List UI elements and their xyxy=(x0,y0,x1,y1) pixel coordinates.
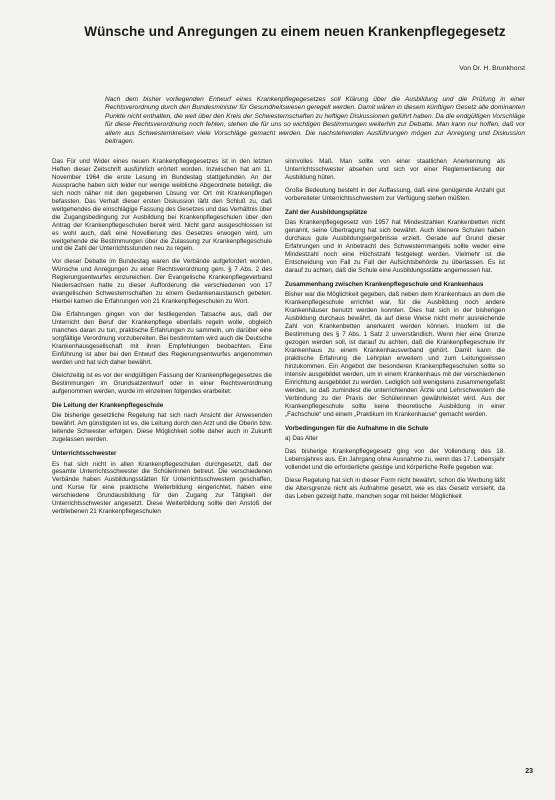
author-line: Von Dr. H. Brunkhorst xyxy=(459,65,525,72)
body-paragraph: Gleichzeitig ist es vor der endgültigen Fassung der Krankenpflegegesetzes die Bestimmungen im Grundsatzentwurf oder in einer Rechtsverordnung aufgenommen werden, wurde im einzelnen folgendes erarbeitet: xyxy=(52,371,272,395)
body-paragraph: Vor dieser Debatte im Bundestag waren die Verbände aufgefordert worden, Wünsche und Anregungen zu einer Rechtsverordnung gem. § 7 Abs. 2 des Regierungsentwurfes einzureichen. Der Evangelische Krankenpflegeverband Niedersachsen hatte zu dieser Aufforderung die verschiedenen von 17 evangelischen Schwesternschaften zu einem Gedankenaustausch gebeten. Hierbei kamen die Erfahrungen von 21 Krankenpflegeschulen zu Wort. xyxy=(52,258,272,306)
article-title: Wünsche und Anregungen zu einem neuen Krankenpflegegesetz xyxy=(84,24,506,39)
right-column xyxy=(285,158,505,506)
intro-paragraph: Nach dem bisher vorliegenden Entwurf eines Krankenpflegegesetzes soll Klärung über die Ausbildung und die Prüfung in einer Rechtsverordnung durch den Bundesminister für Gesundheitswesen geregelt werden. Damit wären in diesem künftigen Gesetz alle dominanten Punkte nicht enthalten, die weit über den Kreis der Schwesternschaften zu heftigen Diskussionen geführt haben. Da die endgültigen Vorschläge für diese Rechtsverordnung noch fehlen, stehen die für uns so wichtigen Bestimmungen weiterhin zur Debatte. Man kann nur hoffen, daß vor allem aus Schwesternkreisen viele Vorschläge gemacht werden. Die nachstehenden Ausführungen mögen zur Anregung und Diskussion beitragen. xyxy=(105,96,525,146)
body-paragraph: Es hat sich nicht in allen Krankenpflegeschulen durchgesetzt, daß der gesamte Unterrichtsschwester die Schülerinnen betreut. Die verschiedenen Verbände haben Ausbildungsstätten für Unterrichtsschwestern geschaffen, und Kurse für eine praktische Weiterbildung eingerichtet, haben eine verschiedene Grundausbildung für den Zugang zur Tätigkeit der Unterrichtsschwester angesetzt. Diese Weiterbildung sollte den Anstoß der verbliebenen 21 Krankenpflegeschulen xyxy=(52,460,272,516)
body-paragraph: Große Bedeutung besteht in der Auffassung, daß eine genügende Anzahl gut vorbereiteter Unterrichtsschwestern zur Verfügung stehen müßten. xyxy=(285,186,505,202)
body-paragraph: Das bisherige Krankenpflegegesetz ging von der Vollendung des 18. Lebensjahres aus. Ein Jahrgang ohne Ausnahme zu, wenn das 17. Lebensjahr vollendet und die erforderliche geistige und körperliche Reife gegeben war. xyxy=(285,448,505,472)
section-heading: Zusammenhang zwischen Krankenpflegeschule und Krankenhaus xyxy=(285,280,484,288)
body-paragraph: Die bisherige gesetzliche Regelung hat sich nach Ansicht der Anwesenden bewährt. Am günstigsten ist es, die Leitung durch den Arzt und die Oberin bzw. leitende Schwester erfolgen. Diese Möglichkeit sollte daher auch in Zukunft zugelassen werden. xyxy=(52,412,272,444)
page-number: 23 xyxy=(525,768,533,775)
body-paragraph: Das Krankenpflegegesetz von 1957 hat Mindestzahlen Krankenbetten nicht genannt, seine Übertragung hat sich bewährt. Auch kleinere Schulen haben durchaus gute Ausbildungsergebnisse erzielt. Gerade auf Grund dieser Erfahrungen und in Anbetracht des Schwesternmangels sollte weder eine Mindestzahl noch eine Höchstzahl festgelegt werden. Vielmehr ist die Entscheidung von Fall zu Fall der Aufsichtsbehörde zu überlassen. Es ist darauf zu achten, daß die Schule eine Ausbildungsstätte angemessen hat. xyxy=(285,219,505,274)
left-column xyxy=(52,158,272,521)
section-heading: Die Leitung der Krankenpflegeschule xyxy=(52,401,164,409)
section-heading: Vorbedingungen für die Aufnahme in die Schule xyxy=(285,424,429,432)
section-heading: Zahl der Ausbildungsplätze xyxy=(285,208,367,216)
body-paragraph: Das Für und Wider eines neuen Krankenpflegegesetzes ist in den letzten Heften dieser Zeitschrift ausführlich erörtert worden. Inzwischen hat am 11. November 1964 die erste Lesung im Bundestag stattgefunden. An der Aussprache haben sich leider nur wenige weibliche Abgeordnete beteiligt, die sich noch näher mit den gegebenen Lösung vor Ort mit Krankenpflegen befassten. Das Verhalt dieser ersten Diskussion läßt den Schluß zu, daß weitgehendes die einschlägige Fassung des Gesetzes und das Verhältnis über die Zugangsbedingung zur Ausbildung bei Krankenpflegeschulen über den Antrag der Krankenpflegeschulen bereit wird. Nicht ganz ausgeschlossen ist es wohl auch, daß eine Novellierung des Gesetzes erwogen wird, um weitgehende die Bestimmungen über die Zulassung zur Krankenpflegeschule und die Zahl der Unterrichtsstunden neu zu regeln. xyxy=(52,158,272,253)
body-paragraph: Bisher war die Möglichkeit gegeben, daß neben dem Krankenhaus an dem die Krankenpflegeschule errichtet war, für die Ausbildung noch andere Krankenhäuser benutzt werden konnten. Dies hat sich in der bisherigen Ausbildung durchaus bewährt, da auf diese Weise nicht mehr ausreichende Zahl von Krankenbetten anerkannt werden können. Insofern ist die Bestimmung des § 7 Abs. 1 Satz 2 unverständlich. Wenn hier eine Grenze gezogen werden soll, ist darauf zu achten, daß die Krankenpflegeschule ihr Krankenhaus zu einem Krankenhausverband gehört. Damit kann die praktische Erfahrung die Lehrplan erweitern und zum Leitungswissen hinzukommen. Ein Angebot der besonderen Krankenpflegeschulen sollte so intensiv ausgebildet werden, um in einem Krankenhaus mit der verschiedenen Einrichtung ausgebildet zu werden. Lediglich soll wenigstens zusammengefaßt werden, so daß zumindest die unterrichtenden Ärzte und Lehrschwestern die Verbindung zu der Praxis der Schülerinnen gewährleistet wird. Aus der Krankenpflegeschule sollte keine theoretische Ausbildung in einer „Fachschule“ und einem „Praktikum im Krankenhause“ gemacht werden. xyxy=(285,291,505,418)
body-paragraph: sinnvolles Maß. Man sollte von einer staatlichen Anerkennung als Unterrichtsschwester absehen und sich vor einer Reglementierung der Ausbildung hüten. xyxy=(285,158,505,181)
body-paragraph: a) Das Alter xyxy=(285,435,318,443)
body-paragraph: Diese Regelung hat sich in dieser Form nicht bewährt, schon die Werbung läßt die Altersgrenze nicht als Aufnahme gesetzt, wie es das Gesetz vorsieht, da das Leben gezeigt hatte, manchen sogar mit beider Möglichkeit xyxy=(285,477,505,500)
section-heading: Unterrichtsschwester xyxy=(52,450,117,457)
body-paragraph: Die Erfahrungen gingen von der festliegenden Tatsache aus, daß der Unterricht den Beruf der Krankenpflege ebenfalls regeln wolle, obgleich manches daran zu tun, praktische Erfahrungen zu sammeln, um darüber eine sorgfältige Verordnung vorzubereiten. Bei bestimmtem wird auch die Deutsche Krankenhausgesellschaft mit ihren Empfehlungen beobachten. Eine Einführung ist aber bei den Entwurf des Regierungsentwurfes angenommen werden und hat sich daher bewährt. xyxy=(52,311,272,366)
